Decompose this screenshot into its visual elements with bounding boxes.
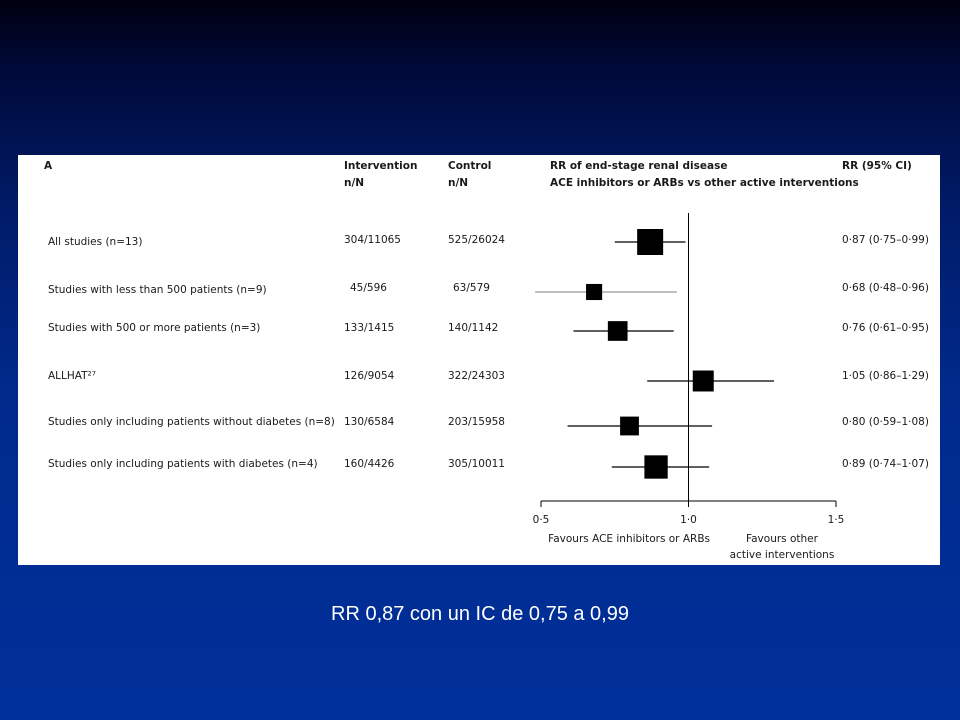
row-intervention: 45/596	[350, 282, 387, 294]
row-intervention: 160/4426	[344, 458, 395, 470]
point-estimate-box	[608, 321, 628, 341]
header-rr: RR (95% CI)	[842, 160, 912, 172]
row-rr-text: 0·87 (0·75–0·99)	[842, 234, 929, 246]
point-estimate-box	[620, 417, 639, 436]
row-2	[48, 322, 929, 334]
row-0	[48, 234, 929, 248]
row-control: 305/10011	[448, 458, 505, 470]
row-3	[48, 370, 929, 382]
row-label: Studies with 500 or more patients (n=3)	[48, 322, 261, 334]
x-tick-label: 0·5	[532, 514, 550, 526]
header-plot-subtitle: ACE inhibitors or ARBs vs other active interventions	[550, 177, 859, 189]
slide-caption: RR 0,87 con un IC de 0,75 a 0,99	[331, 603, 629, 625]
point-estimate-box	[644, 455, 667, 478]
row-intervention: 126/9054	[344, 370, 395, 382]
row-rr-text: 0·89 (0·74–1·07)	[842, 458, 929, 470]
row-rr-text: 0·68 (0·48–0·96)	[842, 282, 929, 294]
row-label: All studies (n=13)	[48, 236, 143, 248]
header-control: Control	[448, 160, 492, 172]
point-estimate-box	[693, 371, 714, 392]
row-label: ALLHAT²⁷	[48, 370, 96, 382]
row-control: 203/15958	[448, 416, 505, 428]
row-intervention: 130/6584	[344, 416, 395, 428]
header-intervention-nN: n/N	[344, 177, 365, 189]
forest-plot	[18, 155, 940, 565]
row-label: Studies only including patients without diabetes (n=8)	[48, 416, 335, 428]
header-intervention: Intervention	[344, 160, 418, 172]
row-intervention: 133/1415	[344, 322, 395, 334]
row-rr-text: 0·76 (0·61–0·95)	[842, 322, 929, 334]
header-plot-title: RR of end-stage renal disease	[550, 160, 728, 172]
row-control: 63/579	[453, 282, 490, 294]
header-control-nN: n/N	[448, 177, 469, 189]
row-4	[48, 416, 929, 428]
x-tick-label: 1·0	[680, 514, 697, 526]
forest-plot-figure	[18, 155, 940, 565]
row-control: 525/26024	[448, 234, 505, 246]
favours-right-label-line2: active interventions	[729, 549, 835, 561]
row-label: Studies with less than 500 patients (n=9)	[48, 284, 267, 296]
row-control: 140/1142	[448, 322, 499, 334]
row-control: 322/24303	[448, 370, 505, 382]
point-estimate-box	[586, 284, 602, 300]
row-label: Studies only including patients with diabetes (n=4)	[48, 458, 318, 470]
favours-left-label: Favours ACE inhibitors or ARBs	[548, 533, 710, 545]
row-5	[48, 458, 929, 470]
row-1	[48, 282, 929, 296]
x-tick-label: 1·5	[827, 514, 845, 526]
point-estimate-box	[637, 229, 663, 255]
favours-right-label-line1: Favours other	[746, 533, 818, 545]
forest-marks	[535, 213, 836, 507]
row-rr-text: 0·80 (0·59–1·08)	[842, 416, 929, 428]
panel-label: A	[44, 160, 53, 172]
row-intervention: 304/11065	[344, 234, 401, 246]
row-rr-text: 1·05 (0·86–1·29)	[842, 370, 929, 382]
